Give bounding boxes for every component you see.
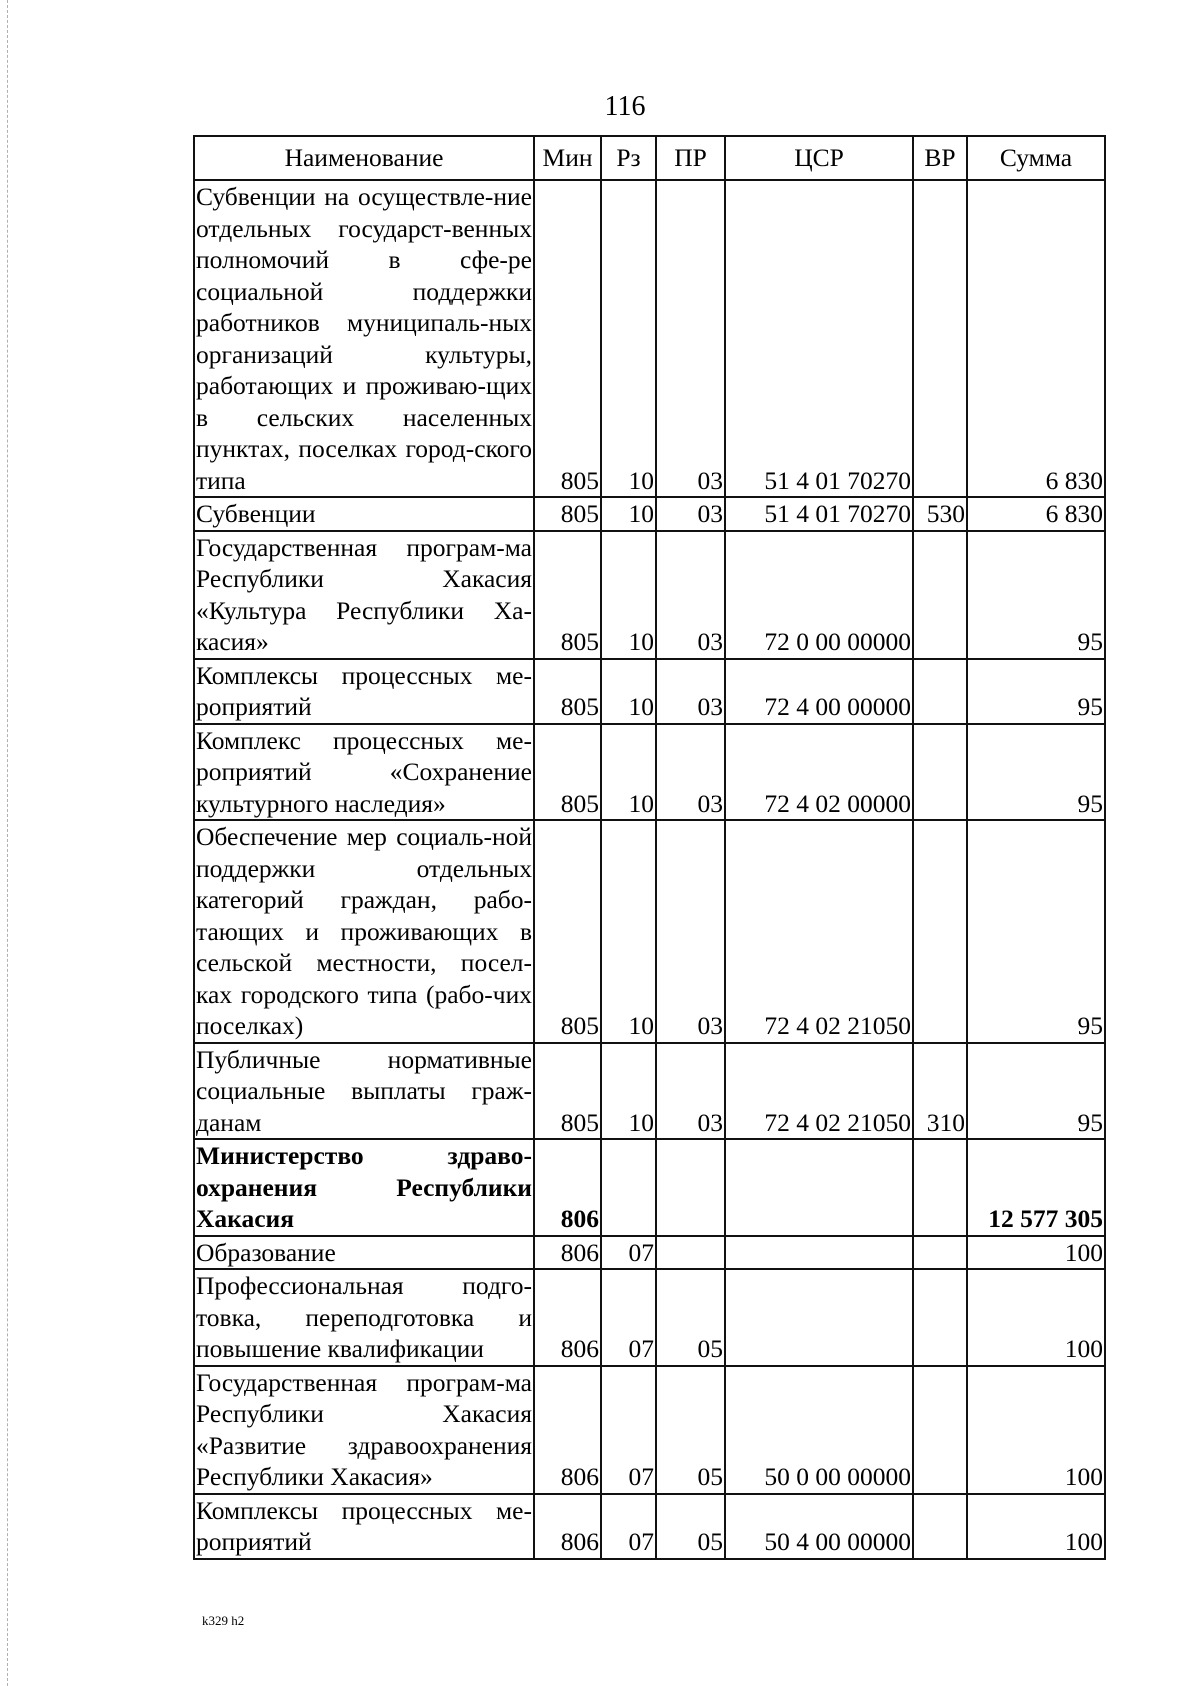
cell-min: 806 (534, 1269, 601, 1366)
cell-csr (725, 1236, 913, 1270)
cell-csr: 72 0 00 00000 (725, 531, 913, 659)
cell-sum: 12 577 305 (967, 1139, 1105, 1236)
cell-vr (913, 1269, 967, 1366)
cell-csr: 51 4 01 70270 (725, 180, 913, 497)
table-header-row (194, 136, 1105, 180)
cell-pr: 03 (656, 497, 725, 531)
cell-sum: 100 (967, 1366, 1105, 1494)
column-header-rz: Рз (601, 136, 656, 180)
cell-name: Субвенции на осуществле-ние отдельных государст-венных полномочий в сфе-ре социальной поддержки работников муниципаль-ных организаций культуры, работающих и проживаю-щих в сельских населенных пунктах, поселках город-ского типа (194, 180, 534, 497)
cell-rz: 07 (601, 1236, 656, 1270)
cell-csr: 72 4 02 21050 (725, 820, 913, 1043)
footer-code: k329 h2 (202, 1613, 245, 1628)
cell-csr: 50 0 00 00000 (725, 1366, 913, 1494)
cell-sum: 95 (967, 820, 1105, 1043)
cell-min: 805 (534, 531, 601, 659)
cell-vr (913, 1139, 967, 1236)
cell-rz: 07 (601, 1269, 656, 1366)
cell-min: 805 (534, 1043, 601, 1140)
cell-vr (913, 820, 967, 1043)
cell-min: 806 (534, 1366, 601, 1494)
cell-csr: 72 4 00 00000 (725, 659, 913, 724)
cell-rz: 07 (601, 1366, 656, 1494)
cell-rz: 10 (601, 820, 656, 1043)
cell-sum: 100 (967, 1494, 1105, 1559)
cell-pr: 03 (656, 1043, 725, 1140)
cell-sum: 95 (967, 659, 1105, 724)
table-row (194, 180, 1105, 497)
cell-name: Министерство здраво-охранения Республики Хакасия (194, 1139, 534, 1236)
cell-pr: 03 (656, 724, 725, 821)
table-row (194, 1269, 1105, 1366)
column-header-csr: ЦСР (725, 136, 913, 180)
cell-rz: 10 (601, 1043, 656, 1140)
cell-vr (913, 724, 967, 821)
cell-csr: 72 4 02 00000 (725, 724, 913, 821)
cell-name: Государственная програм-ма Республики Хакасия «Культура Республики Ха-касия» (194, 531, 534, 659)
cell-vr (913, 1494, 967, 1559)
cell-pr: 03 (656, 659, 725, 724)
cell-pr: 03 (656, 820, 725, 1043)
cell-vr (913, 659, 967, 724)
cell-pr: 05 (656, 1366, 725, 1494)
cell-name: Образование (194, 1236, 534, 1270)
cell-csr (725, 1269, 913, 1366)
page-number: 116 (604, 91, 646, 122)
cell-csr: 72 4 02 21050 (725, 1043, 913, 1140)
cell-rz (601, 1139, 656, 1236)
column-header-vr: ВР (913, 136, 967, 180)
cell-min: 806 (534, 1494, 601, 1559)
cell-pr: 05 (656, 1494, 725, 1559)
cell-vr: 310 (913, 1043, 967, 1140)
budget-table (193, 135, 1106, 1560)
cell-rz: 07 (601, 1494, 656, 1559)
table-row (194, 1139, 1105, 1236)
cell-rz: 10 (601, 659, 656, 724)
column-header-name: Наименование (194, 136, 534, 180)
cell-csr (725, 1139, 913, 1236)
cell-vr (913, 180, 967, 497)
cell-pr: 05 (656, 1269, 725, 1366)
cell-min: 805 (534, 724, 601, 821)
cell-sum: 100 (967, 1236, 1105, 1270)
cell-rz: 10 (601, 497, 656, 531)
cell-vr (913, 1236, 967, 1270)
cell-vr (913, 1366, 967, 1494)
cell-name: Комплекс процессных ме-роприятий «Сохранение культурного наследия» (194, 724, 534, 821)
cell-min: 805 (534, 659, 601, 724)
column-header-sum: Сумма (967, 136, 1105, 180)
cell-min: 805 (534, 820, 601, 1043)
cell-pr (656, 1236, 725, 1270)
cell-min: 806 (534, 1236, 601, 1270)
cell-sum: 100 (967, 1269, 1105, 1366)
cell-pr: 03 (656, 531, 725, 659)
cell-name: Комплексы процессных ме-роприятий (194, 659, 534, 724)
cell-vr: 530 (913, 497, 967, 531)
cell-rz: 10 (601, 724, 656, 821)
table-row (194, 820, 1105, 1043)
table-row (194, 1236, 1105, 1270)
cell-sum: 6 830 (967, 497, 1105, 531)
cell-name: Субвенции (194, 497, 534, 531)
cell-vr (913, 531, 967, 659)
cell-sum: 95 (967, 724, 1105, 821)
column-header-pr: ПР (656, 136, 725, 180)
table-row (194, 1366, 1105, 1494)
cell-rz: 10 (601, 180, 656, 497)
table-row (194, 724, 1105, 821)
cell-pr (656, 1139, 725, 1236)
cell-min: 806 (534, 1139, 601, 1236)
column-header-min: Мин (534, 136, 601, 180)
cell-name: Обеспечение мер социаль-ной поддержки отдельных категорий граждан, рабо-тающих и проживающих в сельской местности, посел-ках городского типа (рабо-чих поселках) (194, 820, 534, 1043)
table-body (194, 180, 1105, 1559)
table-row (194, 1043, 1105, 1140)
cell-csr: 50 4 00 00000 (725, 1494, 913, 1559)
cell-rz: 10 (601, 531, 656, 659)
cell-name: Профессиональная подго-товка, переподготовка и повышение квалификации (194, 1269, 534, 1366)
cell-sum: 6 830 (967, 180, 1105, 497)
cell-name: Государственная програм-ма Республики Хакасия «Развитие здравоохранения Республики Хакасия» (194, 1366, 534, 1494)
cell-name: Комплексы процессных ме-роприятий (194, 1494, 534, 1559)
cell-sum: 95 (967, 531, 1105, 659)
cell-min: 805 (534, 497, 601, 531)
cell-name: Публичные нормативные социальные выплаты граж-данам (194, 1043, 534, 1140)
table-row (194, 659, 1105, 724)
cell-min: 805 (534, 180, 601, 497)
cell-csr: 51 4 01 70270 (725, 497, 913, 531)
table-row (194, 1494, 1105, 1559)
table-row (194, 497, 1105, 531)
table-row (194, 531, 1105, 659)
cell-sum: 95 (967, 1043, 1105, 1140)
cell-pr: 03 (656, 180, 725, 497)
left-margin-line (7, 0, 8, 1686)
